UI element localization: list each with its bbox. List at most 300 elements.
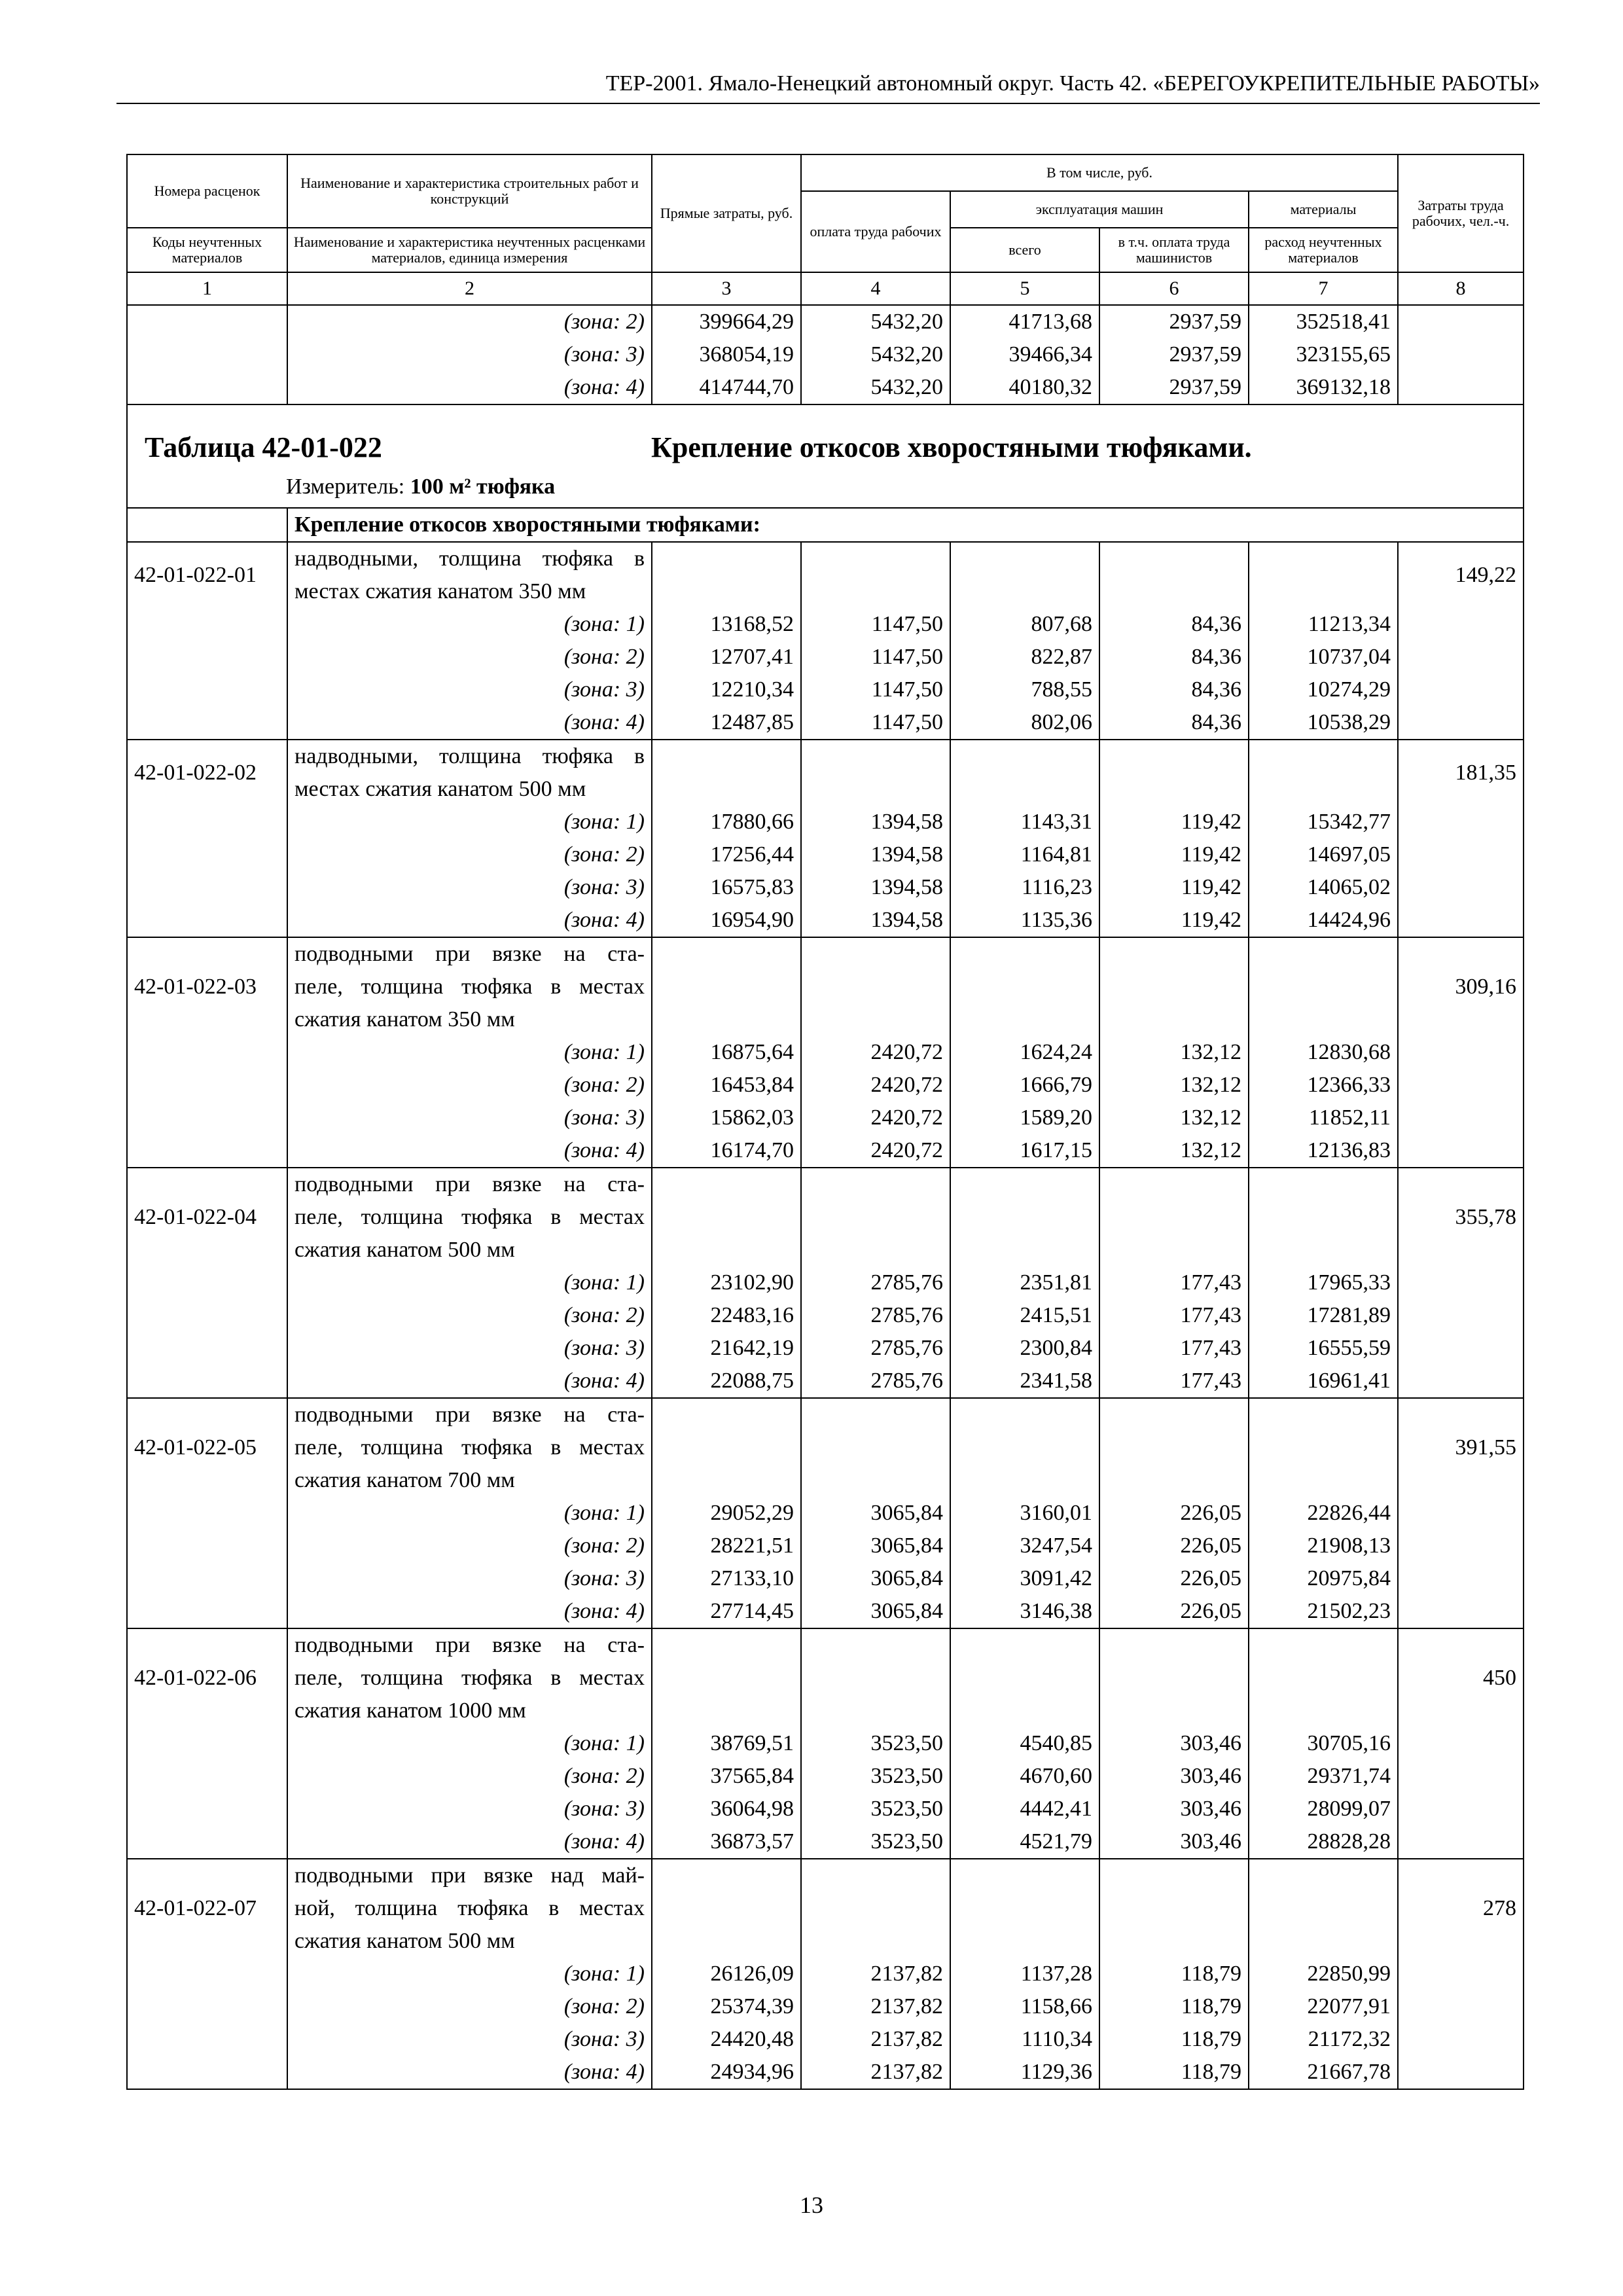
value-cell: 4442,41 (950, 1793, 1099, 1825)
value-cell (1099, 1168, 1249, 1266)
code-cell (127, 1365, 287, 1398)
zone-label: (зона: 3) (287, 1332, 652, 1365)
subheading-blank (127, 508, 287, 542)
hours-cell (1398, 1990, 1524, 2023)
value-cell: 1143,31 (950, 806, 1099, 838)
value-cell: 1164,81 (950, 838, 1099, 871)
value-cell: 21908,13 (1249, 1530, 1398, 1562)
hours-cell (1398, 1497, 1524, 1530)
col-number: 1 (127, 272, 287, 305)
description-line: надводными, толщина тюфяка в (294, 744, 645, 768)
hours-cell (1398, 1958, 1524, 1990)
value-cell: 2785,76 (801, 1365, 950, 1398)
value-cell: 3065,84 (801, 1497, 950, 1530)
zone-row (127, 1365, 1524, 1398)
value-cell (652, 1168, 801, 1266)
value-cell: 22826,44 (1249, 1497, 1398, 1530)
zone-row (127, 1266, 1524, 1299)
col-head-code-bottom: Коды неучтенных материалов (127, 228, 287, 272)
zone-row (127, 1497, 1524, 1530)
hours-cell (1398, 1299, 1524, 1332)
code-cell (127, 1727, 287, 1760)
hours-cell (1398, 608, 1524, 641)
running-header: ТЕР-2001. Ямало-Ненецкий автономный округ. Часть 42. «БЕРЕГОУКРЕПИТЕЛЬНЫЕ РАБОТЫ» (605, 71, 1540, 96)
description-line: сжатия канатом 350 мм (294, 1007, 515, 1031)
zone-label: (зона: 4) (287, 904, 652, 937)
description-line: подводными при вязке на ста- (294, 1172, 645, 1196)
value-cell: 3160,01 (950, 1497, 1099, 1530)
value-cell (801, 937, 950, 1036)
value-cell: 27133,10 (652, 1562, 801, 1595)
value-cell (950, 1628, 1099, 1727)
page-number: 13 (800, 2192, 823, 2218)
value-cell: 14065,02 (1249, 871, 1398, 904)
rate-code: 42-01-022-03 (127, 937, 287, 1036)
value-cell: 5432,20 (801, 338, 950, 371)
value-cell: 2785,76 (801, 1266, 950, 1299)
description-line: подводными при вязке на ста- (294, 1403, 645, 1427)
zone-row (127, 1299, 1524, 1332)
code-cell (127, 1497, 287, 1530)
value-cell: 4670,60 (950, 1760, 1099, 1793)
labor-hours: 450 (1398, 1628, 1524, 1727)
zone-label: (зона: 3) (287, 1102, 652, 1134)
zone-label: (зона: 3) (287, 1793, 652, 1825)
value-cell: 21642,19 (652, 1332, 801, 1365)
description-line: местах сжатия канатом 350 мм (294, 579, 586, 603)
zone-label: (зона: 1) (287, 1036, 652, 1069)
value-cell: 788,55 (950, 673, 1099, 706)
labor-hours: 278 (1398, 1859, 1524, 1958)
col-head-labor-pay: оплата труда рабочих (801, 191, 950, 272)
value-cell (1249, 740, 1398, 806)
value-cell (652, 740, 801, 806)
value-cell (652, 1859, 801, 1958)
value-cell: 1394,58 (801, 904, 950, 937)
hours-cell (1398, 1562, 1524, 1595)
labor-hours: 181,35 (1398, 740, 1524, 806)
description-line: местах сжатия канатом 500 мм (294, 777, 586, 801)
value-cell: 399664,29 (652, 305, 801, 338)
code-cell (127, 608, 287, 641)
value-cell: 12136,83 (1249, 1134, 1398, 1168)
value-cell: 22483,16 (652, 1299, 801, 1332)
hours-cell (1398, 1069, 1524, 1102)
zone-label: (зона: 2) (287, 641, 652, 673)
value-cell: 2137,82 (801, 2023, 950, 2056)
value-cell (950, 1398, 1099, 1497)
value-cell: 17880,66 (652, 806, 801, 838)
code-cell (127, 838, 287, 871)
value-cell: 12366,33 (1249, 1069, 1398, 1102)
value-cell: 84,36 (1099, 608, 1249, 641)
value-cell: 20975,84 (1249, 1562, 1398, 1595)
table-subheading: Крепление откосов хворостяными тюфяками: (287, 508, 1524, 542)
hours-cell (1398, 1102, 1524, 1134)
rates-table (126, 154, 1524, 2090)
value-cell: 1666,79 (950, 1069, 1099, 1102)
description-line: подводными при вязке на ста- (294, 942, 645, 966)
value-cell (1099, 1398, 1249, 1497)
zone-label: (зона: 3) (287, 673, 652, 706)
hours-cell (1398, 1332, 1524, 1365)
value-cell: 119,42 (1099, 838, 1249, 871)
value-cell: 11852,11 (1249, 1102, 1398, 1134)
value-cell: 2137,82 (801, 1990, 950, 2023)
value-cell: 4540,85 (950, 1727, 1099, 1760)
col-head-machines: эксплуатация машин (950, 191, 1249, 228)
value-cell: 807,68 (950, 608, 1099, 641)
value-cell (801, 1398, 950, 1497)
value-cell: 84,36 (1099, 641, 1249, 673)
value-cell: 39466,34 (950, 338, 1099, 371)
value-cell: 16174,70 (652, 1134, 801, 1168)
code-cell (127, 1793, 287, 1825)
value-cell: 323155,65 (1249, 338, 1398, 371)
value-cell: 28221,51 (652, 1530, 801, 1562)
col-head-direct: Прямые затраты, руб. (652, 154, 801, 272)
value-cell: 1589,20 (950, 1102, 1099, 1134)
code-cell (127, 871, 287, 904)
description-line: надводными, толщина тюфяка в (294, 547, 645, 571)
zone-row (127, 1958, 1524, 1990)
carryover-row (127, 338, 1524, 371)
code-cell (127, 904, 287, 937)
hours-cell (1398, 2023, 1524, 2056)
value-cell: 2137,82 (801, 2056, 950, 2089)
zone-label: (зона: 1) (287, 806, 652, 838)
value-cell: 3247,54 (950, 1530, 1099, 1562)
value-cell: 118,79 (1099, 2056, 1249, 2089)
hours-cell (1398, 706, 1524, 740)
zone-label: (зона: 2) (287, 1530, 652, 1562)
value-cell: 119,42 (1099, 904, 1249, 937)
value-cell: 1147,50 (801, 608, 950, 641)
value-cell (1249, 937, 1398, 1036)
value-cell (1249, 1859, 1398, 1958)
col-number: 4 (801, 272, 950, 305)
header-rule (116, 103, 1540, 104)
code-cell (127, 371, 287, 404)
description-line: пеле, толщина тюфяка в местах (294, 1666, 645, 1690)
value-cell: 12707,41 (652, 641, 801, 673)
value-cell: 1129,36 (950, 2056, 1099, 2089)
value-cell: 28099,07 (1249, 1793, 1398, 1825)
value-cell: 132,12 (1099, 1036, 1249, 1069)
zone-row (127, 2056, 1524, 2089)
zone-label: (зона: 4) (287, 1365, 652, 1398)
col-head-labor-hours: Затраты труда рабочих, чел.-ч. (1398, 154, 1524, 272)
col-head-machines-operator: в т.ч. оплата труда машинистов (1099, 228, 1249, 272)
value-cell: 132,12 (1099, 1069, 1249, 1102)
value-cell: 16555,59 (1249, 1332, 1398, 1365)
value-cell: 2137,82 (801, 1958, 950, 1990)
col-number: 5 (950, 272, 1099, 305)
value-cell: 2785,76 (801, 1332, 950, 1365)
hours-cell (1398, 1760, 1524, 1793)
value-cell (652, 1398, 801, 1497)
zone-label: (зона: 4) (287, 1825, 652, 1859)
zone-row (127, 1134, 1524, 1168)
description-line: сжатия канатом 500 мм (294, 1929, 515, 1953)
labor-hours: 149,22 (1398, 542, 1524, 608)
hours-cell (1398, 1266, 1524, 1299)
value-cell: 132,12 (1099, 1134, 1249, 1168)
value-cell: 2420,72 (801, 1134, 950, 1168)
value-cell: 1135,36 (950, 904, 1099, 937)
value-cell: 177,43 (1099, 1332, 1249, 1365)
value-cell: 30705,16 (1249, 1727, 1398, 1760)
value-cell: 16954,90 (652, 904, 801, 937)
value-cell: 38769,51 (652, 1727, 801, 1760)
zone-label: (зона: 1) (287, 1727, 652, 1760)
carryover-row (127, 305, 1524, 338)
rate-code: 42-01-022-07 (127, 1859, 287, 1958)
value-cell: 2937,59 (1099, 305, 1249, 338)
value-cell: 303,46 (1099, 1727, 1249, 1760)
zone-row (127, 673, 1524, 706)
value-cell: 177,43 (1099, 1299, 1249, 1332)
zone-row (127, 1825, 1524, 1859)
zone-row (127, 1102, 1524, 1134)
value-cell (1249, 542, 1398, 608)
value-cell: 226,05 (1099, 1562, 1249, 1595)
value-cell: 303,46 (1099, 1760, 1249, 1793)
hours-cell (1398, 1727, 1524, 1760)
value-cell: 16575,83 (652, 871, 801, 904)
value-cell (652, 937, 801, 1036)
value-cell: 177,43 (1099, 1266, 1249, 1299)
hours-cell (1398, 1530, 1524, 1562)
zone-label: (зона: 3) (287, 338, 652, 371)
code-cell (127, 1036, 287, 1069)
value-cell: 369132,18 (1249, 371, 1398, 404)
value-cell: 2415,51 (950, 1299, 1099, 1332)
value-cell: 226,05 (1099, 1497, 1249, 1530)
col-number: 2 (287, 272, 652, 305)
value-cell: 132,12 (1099, 1102, 1249, 1134)
hours-cell (1398, 305, 1524, 338)
zone-label: (зона: 2) (287, 1299, 652, 1332)
value-cell: 2351,81 (950, 1266, 1099, 1299)
value-cell: 22850,99 (1249, 1958, 1398, 1990)
value-cell (950, 1859, 1099, 1958)
value-cell: 15862,03 (652, 1102, 801, 1134)
value-cell: 21667,78 (1249, 2056, 1398, 2089)
zone-label: (зона: 4) (287, 706, 652, 740)
labor-hours: 391,55 (1398, 1398, 1524, 1497)
hours-cell (1398, 1595, 1524, 1628)
value-cell: 3523,50 (801, 1793, 950, 1825)
code-cell (127, 1530, 287, 1562)
description-line: сжатия канатом 500 мм (294, 1238, 515, 1262)
code-cell (127, 706, 287, 740)
hours-cell (1398, 338, 1524, 371)
value-cell: 3065,84 (801, 1562, 950, 1595)
value-cell: 303,46 (1099, 1825, 1249, 1859)
value-cell: 17256,44 (652, 838, 801, 871)
value-cell (1249, 1398, 1398, 1497)
value-cell: 118,79 (1099, 2023, 1249, 2056)
col-head-machines-total: всего (950, 228, 1099, 272)
hours-cell (1398, 871, 1524, 904)
value-cell: 29052,29 (652, 1497, 801, 1530)
zone-row (127, 1069, 1524, 1102)
col-number: 8 (1398, 272, 1524, 305)
value-cell: 226,05 (1099, 1595, 1249, 1628)
value-cell (801, 1859, 950, 1958)
rate-row (127, 740, 1524, 806)
zone-label: (зона: 3) (287, 1562, 652, 1595)
code-cell (127, 1134, 287, 1168)
value-cell: 119,42 (1099, 806, 1249, 838)
value-cell: 118,79 (1099, 1958, 1249, 1990)
description-line: подводными при вязке на ста- (294, 1633, 645, 1657)
value-cell (950, 1168, 1099, 1266)
zone-row (127, 1760, 1524, 1793)
hours-cell (1398, 806, 1524, 838)
value-cell (801, 1628, 950, 1727)
value-cell: 177,43 (1099, 1365, 1249, 1398)
description-line: подводными при вязке над май- (294, 1863, 645, 1888)
zone-row (127, 1036, 1524, 1069)
value-cell: 23102,90 (652, 1266, 801, 1299)
value-cell: 5432,20 (801, 305, 950, 338)
rate-description (287, 1168, 652, 1266)
zone-row (127, 706, 1524, 740)
zone-row (127, 1727, 1524, 1760)
value-cell: 21172,32 (1249, 2023, 1398, 2056)
code-cell (127, 1595, 287, 1628)
zone-row (127, 871, 1524, 904)
hours-cell (1398, 1134, 1524, 1168)
zone-row (127, 1530, 1524, 1562)
rate-row (127, 1398, 1524, 1497)
value-cell (1249, 1168, 1398, 1266)
zone-label: (зона: 3) (287, 871, 652, 904)
col-head-name-bottom: Наименование и характеристика неучтенных расценками материалов, единица измерения (287, 228, 652, 272)
value-cell: 119,42 (1099, 871, 1249, 904)
value-cell: 1158,66 (950, 1990, 1099, 2023)
rate-description (287, 937, 652, 1036)
value-cell: 26126,09 (652, 1958, 801, 1990)
value-cell: 3523,50 (801, 1825, 950, 1859)
value-cell: 303,46 (1099, 1793, 1249, 1825)
zone-row (127, 1332, 1524, 1365)
zone-label: (зона: 1) (287, 1958, 652, 1990)
value-cell: 118,79 (1099, 1990, 1249, 2023)
value-cell: 2420,72 (801, 1102, 950, 1134)
description-line: ной, толщина тюфяка в местах (294, 1896, 645, 1920)
code-cell (127, 338, 287, 371)
value-cell: 10737,04 (1249, 641, 1398, 673)
value-cell: 84,36 (1099, 706, 1249, 740)
value-cell: 27714,45 (652, 1595, 801, 1628)
value-cell: 14697,05 (1249, 838, 1398, 871)
value-cell: 1147,50 (801, 673, 950, 706)
rate-row (127, 1628, 1524, 1727)
zone-row (127, 1595, 1524, 1628)
zone-label: (зона: 4) (287, 1595, 652, 1628)
value-cell: 2785,76 (801, 1299, 950, 1332)
value-cell: 2420,72 (801, 1036, 950, 1069)
zone-label: (зона: 1) (287, 1266, 652, 1299)
value-cell (1099, 937, 1249, 1036)
value-cell: 1147,50 (801, 706, 950, 740)
value-cell: 368054,19 (652, 338, 801, 371)
hours-cell (1398, 838, 1524, 871)
value-cell (1099, 542, 1249, 608)
value-cell: 25374,39 (652, 1990, 801, 2023)
value-cell: 352518,41 (1249, 305, 1398, 338)
table-name: Крепление откосов хворостяными тюфяками. (651, 431, 1252, 463)
col-head-materials: материалы (1249, 191, 1398, 228)
zone-label: (зона: 4) (287, 1134, 652, 1168)
hours-cell (1398, 1036, 1524, 1069)
value-cell: 2937,59 (1099, 338, 1249, 371)
code-cell (127, 673, 287, 706)
code-cell (127, 1069, 287, 1102)
value-cell (950, 937, 1099, 1036)
code-cell (127, 806, 287, 838)
zone-label: (зона: 2) (287, 305, 652, 338)
value-cell (652, 1628, 801, 1727)
value-cell (801, 740, 950, 806)
rate-code: 42-01-022-05 (127, 1398, 287, 1497)
rate-code: 42-01-022-01 (127, 542, 287, 608)
zone-label: (зона: 1) (287, 608, 652, 641)
col-number: 6 (1099, 272, 1249, 305)
carryover-row (127, 371, 1524, 404)
description-line: сжатия канатом 1000 мм (294, 1698, 526, 1723)
hours-cell (1398, 904, 1524, 937)
value-cell: 3523,50 (801, 1760, 950, 1793)
value-cell: 10538,29 (1249, 706, 1398, 740)
rate-code: 42-01-022-04 (127, 1168, 287, 1266)
value-cell: 1617,15 (950, 1134, 1099, 1168)
value-cell (1249, 1628, 1398, 1727)
value-cell (1099, 1628, 1249, 1727)
value-cell: 16453,84 (652, 1069, 801, 1102)
rate-row (127, 542, 1524, 608)
col-head-name-top: Наименование и характеристика строительных работ и конструкций (287, 154, 652, 228)
code-cell (127, 1299, 287, 1332)
value-cell: 1116,23 (950, 871, 1099, 904)
table-unit: Измеритель: 100 м² тюфяка (286, 475, 556, 499)
value-cell: 1394,58 (801, 838, 950, 871)
code-cell (127, 1266, 287, 1299)
value-cell: 36064,98 (652, 1793, 801, 1825)
value-cell: 17965,33 (1249, 1266, 1398, 1299)
code-cell (127, 2056, 287, 2089)
value-cell: 2300,84 (950, 1332, 1099, 1365)
value-cell (652, 542, 801, 608)
value-cell: 3065,84 (801, 1595, 950, 1628)
value-cell: 12487,85 (652, 706, 801, 740)
rate-description (287, 1628, 652, 1727)
description-line: сжатия канатом 700 мм (294, 1468, 515, 1492)
value-cell: 14424,96 (1249, 904, 1398, 937)
zone-row (127, 1990, 1524, 2023)
value-cell: 10274,29 (1249, 673, 1398, 706)
col-number: 7 (1249, 272, 1398, 305)
value-cell: 3523,50 (801, 1727, 950, 1760)
value-cell: 2420,72 (801, 1069, 950, 1102)
zone-row (127, 1562, 1524, 1595)
value-cell: 226,05 (1099, 1530, 1249, 1562)
hours-cell (1398, 1365, 1524, 1398)
zone-label: (зона: 2) (287, 838, 652, 871)
